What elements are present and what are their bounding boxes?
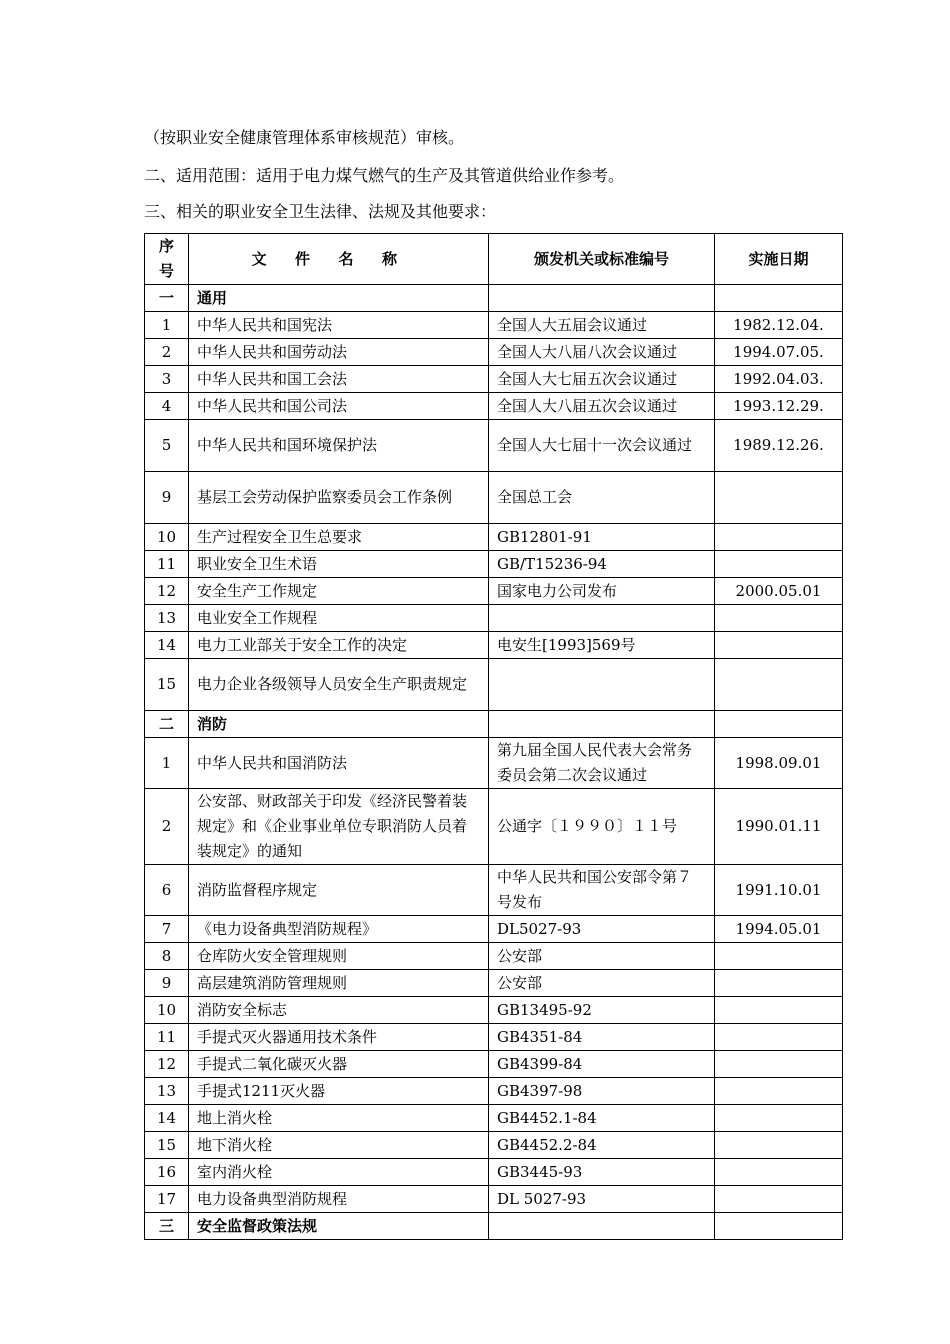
- row-no: 15: [145, 659, 189, 711]
- row-name: 手提式1211灭火器: [189, 1078, 489, 1105]
- row-name: 中华人民共和国工会法: [189, 366, 489, 393]
- row-name: 中华人民共和国劳动法: [189, 339, 489, 366]
- row-date: 1998.09.01: [715, 738, 843, 789]
- row-date: [715, 472, 843, 524]
- row-no: 10: [145, 997, 189, 1024]
- table-row: [145, 943, 843, 970]
- row-name: 电力设备典型消防规程: [189, 1186, 489, 1213]
- table-row: [145, 605, 843, 632]
- row-no: 12: [145, 1051, 189, 1078]
- regulations-table: [144, 233, 843, 1240]
- table-row: [145, 339, 843, 366]
- row-issuer: 全国人大八届五次会议通过: [489, 393, 715, 420]
- row-issuer: 国家电力公司发布: [489, 578, 715, 605]
- row-date: 1994.05.01: [715, 916, 843, 943]
- table-row: [145, 524, 843, 551]
- row-no: 14: [145, 1105, 189, 1132]
- row-no: 15: [145, 1132, 189, 1159]
- row-no: 4: [145, 393, 189, 420]
- row-issuer: 第九届全国人民代表大会常务委员会第二次会议通过: [489, 738, 715, 789]
- row-name: 中华人民共和国消防法: [189, 738, 489, 789]
- row-no: 7: [145, 916, 189, 943]
- row-no: 11: [145, 1024, 189, 1051]
- row-name: 室内消火栓: [189, 1159, 489, 1186]
- row-date: [715, 970, 843, 997]
- row-date: 1992.04.03.: [715, 366, 843, 393]
- row-date: [715, 1024, 843, 1051]
- row-issuer: [489, 659, 715, 711]
- row-issuer: 全国人大五届会议通过: [489, 312, 715, 339]
- intro-scope-line: 二、适用范围：适用于电力煤气燃气的生产及其管道供给业作参考。: [144, 166, 625, 185]
- row-issuer: 公安部: [489, 970, 715, 997]
- table-row: [145, 1105, 843, 1132]
- row-issuer: 全国总工会: [489, 472, 715, 524]
- table-row: [145, 865, 843, 916]
- table-row: [145, 659, 843, 711]
- table-header-row: [145, 234, 843, 285]
- row-name: 消防安全标志: [189, 997, 489, 1024]
- intro-requirements-line: 三、相关的职业安全卫生法律、法规及其他要求：: [144, 202, 497, 221]
- row-name: 手提式二氧化碳灭火器: [189, 1051, 489, 1078]
- row-issuer: 中华人民共和国公安部令第７号发布: [489, 865, 715, 916]
- row-no: 2: [145, 339, 189, 366]
- row-name: 地下消火栓: [189, 1132, 489, 1159]
- row-issuer: 公安部: [489, 943, 715, 970]
- row-date: 2000.05.01: [715, 578, 843, 605]
- row-no: 6: [145, 865, 189, 916]
- row-date: [715, 1051, 843, 1078]
- row-date: [715, 997, 843, 1024]
- row-no: 11: [145, 551, 189, 578]
- row-no: 13: [145, 605, 189, 632]
- row-name: 电业安全工作规程: [189, 605, 489, 632]
- row-name: 基层工会劳动保护监察委员会工作条例: [189, 472, 489, 524]
- header-issuer: 颁发机关或标准编号: [489, 234, 715, 285]
- row-no: 8: [145, 943, 189, 970]
- row-issuer: GB4397-98: [489, 1078, 715, 1105]
- row-date: [715, 1132, 843, 1159]
- table-row: [145, 970, 843, 997]
- row-date: [715, 605, 843, 632]
- row-date: [715, 1078, 843, 1105]
- table-row: [145, 578, 843, 605]
- table-row: [145, 1186, 843, 1213]
- section-row: [145, 285, 843, 312]
- row-name: 公安部、财政部关于印发《经济民警着装规定》和《企业事业单位专职消防人员着装规定》的通知: [189, 789, 489, 865]
- row-issuer: GB12801-91: [489, 524, 715, 551]
- row-name: 消防监督程序规定: [189, 865, 489, 916]
- table-row: [145, 789, 843, 865]
- row-issuer: DL 5027-93: [489, 1186, 715, 1213]
- row-date: 1994.07.05.: [715, 339, 843, 366]
- row-no: 17: [145, 1186, 189, 1213]
- row-no: 1: [145, 312, 189, 339]
- table-row: [145, 632, 843, 659]
- header-date: 实施日期: [715, 234, 843, 285]
- row-date: [715, 524, 843, 551]
- row-issuer: 全国人大七届五次会议通过: [489, 366, 715, 393]
- row-issuer: 公通字〔１９９０〕１１号: [489, 789, 715, 865]
- row-name: 高层建筑消防管理规则: [189, 970, 489, 997]
- row-issuer: 全国人大七届十一次会议通过: [489, 420, 715, 472]
- row-name: 生产过程安全卫生总要求: [189, 524, 489, 551]
- row-date: [715, 551, 843, 578]
- row-no: 12: [145, 578, 189, 605]
- section-title: 消防: [189, 711, 489, 738]
- table-row: [145, 472, 843, 524]
- row-name: 中华人民共和国环境保护法: [189, 420, 489, 472]
- row-date: 1991.10.01: [715, 865, 843, 916]
- section-no: 二: [145, 711, 189, 738]
- intro-audit-line: （按职业安全健康管理体系审核规范）审核。: [144, 128, 465, 147]
- row-name: 电力工业部关于安全工作的决定: [189, 632, 489, 659]
- table-row: [145, 366, 843, 393]
- row-no: 10: [145, 524, 189, 551]
- row-no: 13: [145, 1078, 189, 1105]
- row-issuer: DL5027-93: [489, 916, 715, 943]
- section-no: 一: [145, 285, 189, 312]
- section-row: [145, 711, 843, 738]
- table-row: [145, 1132, 843, 1159]
- row-issuer: GB4351-84: [489, 1024, 715, 1051]
- table-row: [145, 393, 843, 420]
- row-no: 2: [145, 789, 189, 865]
- table-row: [145, 551, 843, 578]
- row-no: 16: [145, 1159, 189, 1186]
- row-date: [715, 632, 843, 659]
- row-date: 1982.12.04.: [715, 312, 843, 339]
- row-date: [715, 659, 843, 711]
- row-no: 9: [145, 970, 189, 997]
- row-date: 1989.12.26.: [715, 420, 843, 472]
- row-date: 1993.12.29.: [715, 393, 843, 420]
- row-issuer: GB4452.2-84: [489, 1132, 715, 1159]
- row-date: [715, 1159, 843, 1186]
- row-name: 手提式灭火器通用技术条件: [189, 1024, 489, 1051]
- table-row: [145, 1051, 843, 1078]
- row-name: 安全生产工作规定: [189, 578, 489, 605]
- row-name: 中华人民共和国宪法: [189, 312, 489, 339]
- row-issuer: 全国人大八届八次会议通过: [489, 339, 715, 366]
- row-name: 电力企业各级领导人员安全生产职责规定: [189, 659, 489, 711]
- row-issuer: 电安生[1993]569号: [489, 632, 715, 659]
- row-date: 1990.01.11: [715, 789, 843, 865]
- table-row: [145, 420, 843, 472]
- section-title: 通用: [189, 285, 489, 312]
- row-date: [715, 1105, 843, 1132]
- table-row: [145, 1024, 843, 1051]
- section-row: [145, 1213, 843, 1240]
- row-no: 9: [145, 472, 189, 524]
- table-row: [145, 312, 843, 339]
- table-row: [145, 997, 843, 1024]
- row-issuer: GB/T15236-94: [489, 551, 715, 578]
- row-no: 5: [145, 420, 189, 472]
- row-name: 职业安全卫生术语: [189, 551, 489, 578]
- section-title: 安全监督政策法规: [189, 1213, 489, 1240]
- row-issuer: GB4399-84: [489, 1051, 715, 1078]
- header-no: 序号: [145, 234, 189, 285]
- table-row: [145, 916, 843, 943]
- header-name: 文件名称: [189, 234, 489, 285]
- row-name: 仓库防火安全管理规则: [189, 943, 489, 970]
- table-row: [145, 1159, 843, 1186]
- row-no: 14: [145, 632, 189, 659]
- row-issuer: GB13495-92: [489, 997, 715, 1024]
- row-date: [715, 943, 843, 970]
- row-date: [715, 1186, 843, 1213]
- row-name: 《电力设备典型消防规程》: [189, 916, 489, 943]
- row-issuer: [489, 605, 715, 632]
- row-no: 3: [145, 366, 189, 393]
- row-name: 地上消火栓: [189, 1105, 489, 1132]
- section-no: 三: [145, 1213, 189, 1240]
- table-row: [145, 1078, 843, 1105]
- row-no: 1: [145, 738, 189, 789]
- row-issuer: GB3445-93: [489, 1159, 715, 1186]
- table-row: [145, 738, 843, 789]
- row-name: 中华人民共和国公司法: [189, 393, 489, 420]
- row-issuer: GB4452.1-84: [489, 1105, 715, 1132]
